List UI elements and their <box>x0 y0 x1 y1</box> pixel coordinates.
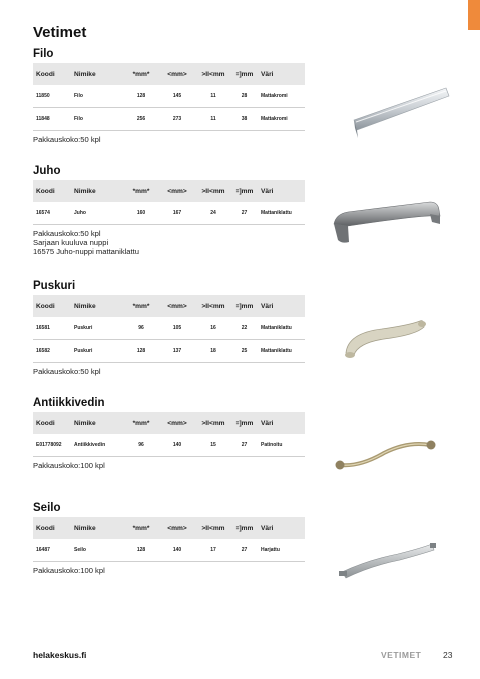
cell-width: 24 <box>195 202 231 225</box>
header-name: Nimike <box>71 63 123 85</box>
note-line: Pakkauskoko:50 kpl <box>33 229 101 238</box>
product-table <box>33 412 305 457</box>
cell-name: Seilo <box>71 539 123 562</box>
cell-width: 17 <box>195 539 231 562</box>
cell-hole-spacing: 96 <box>123 317 159 340</box>
cell-color: Mattakromi <box>258 85 305 108</box>
chapter-tab-marker <box>468 0 480 30</box>
header-color: Väri <box>258 180 305 202</box>
cell-color: Patinoitu <box>258 434 305 457</box>
header-length: <mm> <box>159 63 195 85</box>
cell-hole-spacing: 256 <box>123 108 159 131</box>
table-row <box>33 317 305 340</box>
cell-name: Juho <box>71 202 123 225</box>
cell-height: 27 <box>231 202 258 225</box>
product-table <box>33 517 305 562</box>
section-title: Juho <box>33 165 61 177</box>
cell-hole-spacing: 128 <box>123 85 159 108</box>
header-hole-spacing: *mm* <box>123 412 159 434</box>
table-header-row <box>33 180 305 202</box>
table-row <box>33 202 305 225</box>
header-width: >II<mm <box>195 412 231 434</box>
header-height: =]mm <box>231 63 258 85</box>
header-height: =]mm <box>231 295 258 317</box>
package-note: Pakkauskoko:100 kpl <box>33 461 105 470</box>
cell-color: Mattaniklattu <box>258 340 305 363</box>
cell-color: Mattaniklattu <box>258 202 305 225</box>
footer-website: helakeskus.fi <box>33 650 87 660</box>
product-section-antiikkivedin <box>33 394 305 470</box>
package-note: Pakkauskoko:50 kpl <box>33 367 101 376</box>
cell-width: 15 <box>195 434 231 457</box>
cell-code: 16582 <box>33 340 71 363</box>
cell-length: 140 <box>159 434 195 457</box>
header-length: <mm> <box>159 517 195 539</box>
cell-code: 11848 <box>33 108 71 131</box>
header-height: =]mm <box>231 412 258 434</box>
table-row <box>33 340 305 363</box>
cell-name: Filo <box>71 108 123 131</box>
table-header-row <box>33 412 305 434</box>
header-hole-spacing: *mm* <box>123 295 159 317</box>
cell-height: 28 <box>231 85 258 108</box>
cell-length: 273 <box>159 108 195 131</box>
page-number: 23 <box>443 650 453 660</box>
product-section-puskuri <box>33 277 305 376</box>
cell-length: 167 <box>159 202 195 225</box>
filo-handle-image <box>318 62 452 158</box>
cell-code: 16574 <box>33 202 71 225</box>
juho-handle-image <box>318 180 452 272</box>
cell-color: Harjattu <box>258 539 305 562</box>
cell-hole-spacing: 160 <box>123 202 159 225</box>
cell-code: E01778092 <box>33 434 71 457</box>
header-height: =]mm <box>231 180 258 202</box>
package-note <box>33 229 305 256</box>
header-length: <mm> <box>159 412 195 434</box>
header-name: Nimike <box>71 517 123 539</box>
header-height: =]mm <box>231 517 258 539</box>
cell-width: 16 <box>195 317 231 340</box>
antiikkivedin-handle-image <box>318 413 452 483</box>
table-row <box>33 108 305 131</box>
cell-hole-spacing: 128 <box>123 539 159 562</box>
cell-name: Puskuri <box>71 317 123 340</box>
header-hole-spacing: *mm* <box>123 180 159 202</box>
cell-name: Puskuri <box>71 340 123 363</box>
header-code: Koodi <box>33 180 71 202</box>
cell-code: 16487 <box>33 539 71 562</box>
cell-height: 27 <box>231 539 258 562</box>
cell-hole-spacing: 128 <box>123 340 159 363</box>
header-name: Nimike <box>71 180 123 202</box>
product-section-seilo <box>33 499 305 575</box>
cell-length: 105 <box>159 317 195 340</box>
cell-width: 11 <box>195 85 231 108</box>
table-header-row <box>33 295 305 317</box>
cell-width: 18 <box>195 340 231 363</box>
package-note: Pakkauskoko:50 kpl <box>33 135 101 144</box>
cell-height: 38 <box>231 108 258 131</box>
product-table <box>33 180 305 225</box>
cell-name: Filo <box>71 85 123 108</box>
header-name: Nimike <box>71 412 123 434</box>
section-title: Antiikkivedin <box>33 397 105 409</box>
table-header-row <box>33 63 305 85</box>
header-color: Väri <box>258 517 305 539</box>
cell-width: 11 <box>195 108 231 131</box>
header-length: <mm> <box>159 180 195 202</box>
cell-height: 27 <box>231 434 258 457</box>
cell-height: 22 <box>231 317 258 340</box>
header-hole-spacing: *mm* <box>123 517 159 539</box>
note-line: 16575 Juho-nuppi mattaniklattu <box>33 247 139 256</box>
product-table <box>33 63 305 131</box>
table-header-row <box>33 517 305 539</box>
cell-length: 137 <box>159 340 195 363</box>
header-code: Koodi <box>33 412 71 434</box>
cell-name: Antiikkivedin <box>71 434 123 457</box>
header-length: <mm> <box>159 295 195 317</box>
header-width: >II<mm <box>195 295 231 317</box>
cell-color: Mattaniklattu <box>258 317 305 340</box>
header-color: Väri <box>258 63 305 85</box>
header-code: Koodi <box>33 295 71 317</box>
cell-hole-spacing: 96 <box>123 434 159 457</box>
table-row <box>33 434 305 457</box>
header-width: >II<mm <box>195 63 231 85</box>
cell-code: 16581 <box>33 317 71 340</box>
table-row <box>33 85 305 108</box>
package-note: Pakkauskoko:100 kpl <box>33 566 105 575</box>
cell-color: Mattakromi <box>258 108 305 131</box>
header-code: Koodi <box>33 517 71 539</box>
table-row <box>33 539 305 562</box>
header-name: Nimike <box>71 295 123 317</box>
header-color: Väri <box>258 412 305 434</box>
header-width: >II<mm <box>195 517 231 539</box>
seilo-handle-image <box>318 520 452 590</box>
header-width: >II<mm <box>195 180 231 202</box>
page-title: Vetimet <box>33 24 87 41</box>
header-hole-spacing: *mm* <box>123 63 159 85</box>
header-color: Väri <box>258 295 305 317</box>
footer-chapter: VETIMET <box>381 650 422 660</box>
puskuri-handle-image <box>318 297 452 373</box>
cell-code: 11850 <box>33 85 71 108</box>
product-section-juho <box>33 162 305 256</box>
note-line: Sarjaan kuuluva nuppi <box>33 238 109 247</box>
section-title: Filo <box>33 48 54 60</box>
product-table <box>33 295 305 363</box>
section-title: Seilo <box>33 502 61 514</box>
cell-length: 140 <box>159 539 195 562</box>
cell-height: 25 <box>231 340 258 363</box>
header-code: Koodi <box>33 63 71 85</box>
section-title: Puskuri <box>33 280 76 292</box>
cell-length: 145 <box>159 85 195 108</box>
product-section-filo <box>33 45 305 144</box>
